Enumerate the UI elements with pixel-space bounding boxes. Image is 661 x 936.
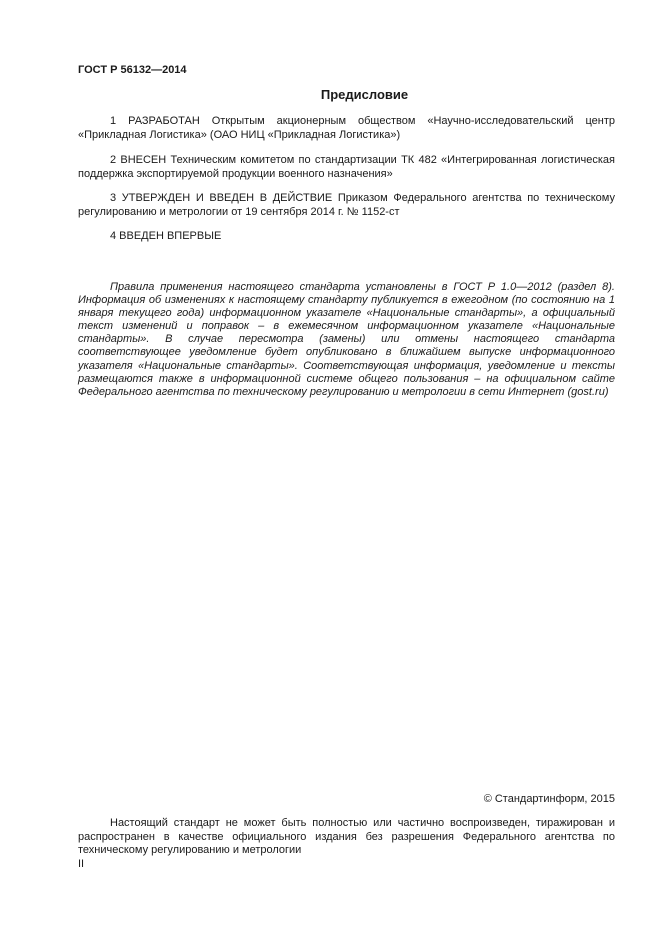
page-title: Предисловие	[320, 87, 409, 102]
page-number: II	[78, 858, 85, 870]
document-code-header: ГОСТ Р 56132—2014	[78, 64, 187, 76]
preface-item-developed: 1 РАЗРАБОТАН Открытым акционерным обществом «Научно-исследовательский центр «Прикладная Логистика» (ОАО НИЦ «Прикладная Логистика»)	[78, 115, 615, 141]
copyright-notice: © Стандартинформ, 2015	[483, 793, 615, 805]
preface-item-first-introduced: 4 ВВЕДЕН ВПЕРВЫЕ	[110, 230, 222, 242]
preface-item-introduced: 2 ВНЕСЕН Техническим комитетом по стандартизации ТК 482 «Интегрированная логистическая поддержка экспортируемой продукции военного назначения»	[78, 154, 615, 180]
preface-item-approved: 3 УТВЕРЖДЕН И ВВЕДЕН В ДЕЙСТВИЕ Приказом Федерального агентства по техническому регулированию и метрологии от 19 сентября 2014 г. № 1152-ст	[78, 192, 615, 218]
reproduction-notice: Настоящий стандарт не может быть полностью или частично воспроизведен, тиражирован и распространен в качестве официального издания без разрешения Федерального агентства по техническому регулированию и метрологии	[78, 817, 615, 856]
application-rules-note: Правила применения настоящего стандарта установлены в ГОСТ Р 1.0—2012 (раздел 8). Информация об изменениях к настоящему стандарту публикуется в ежегодном (по состоянию на 1 января текущего года) информационном указателе «Национальные стандарты», а официальный текст изменений и поправок – в ежемесячном информационном указателе «Национальные стандарты». В случае пересмотра (замены) или отмены настоящего стандарта соответствующее уведомление будет опубликовано в ближайшем выпуске информационного указателя «Национальные стандарты». Соответствующая информация, уведомление и тексты размещаются также в информационной системе общего пользования – на официальном сайте Федерального агентства по техническому регулированию и метрологии в сети Интернет (gost.ru)	[78, 281, 615, 398]
